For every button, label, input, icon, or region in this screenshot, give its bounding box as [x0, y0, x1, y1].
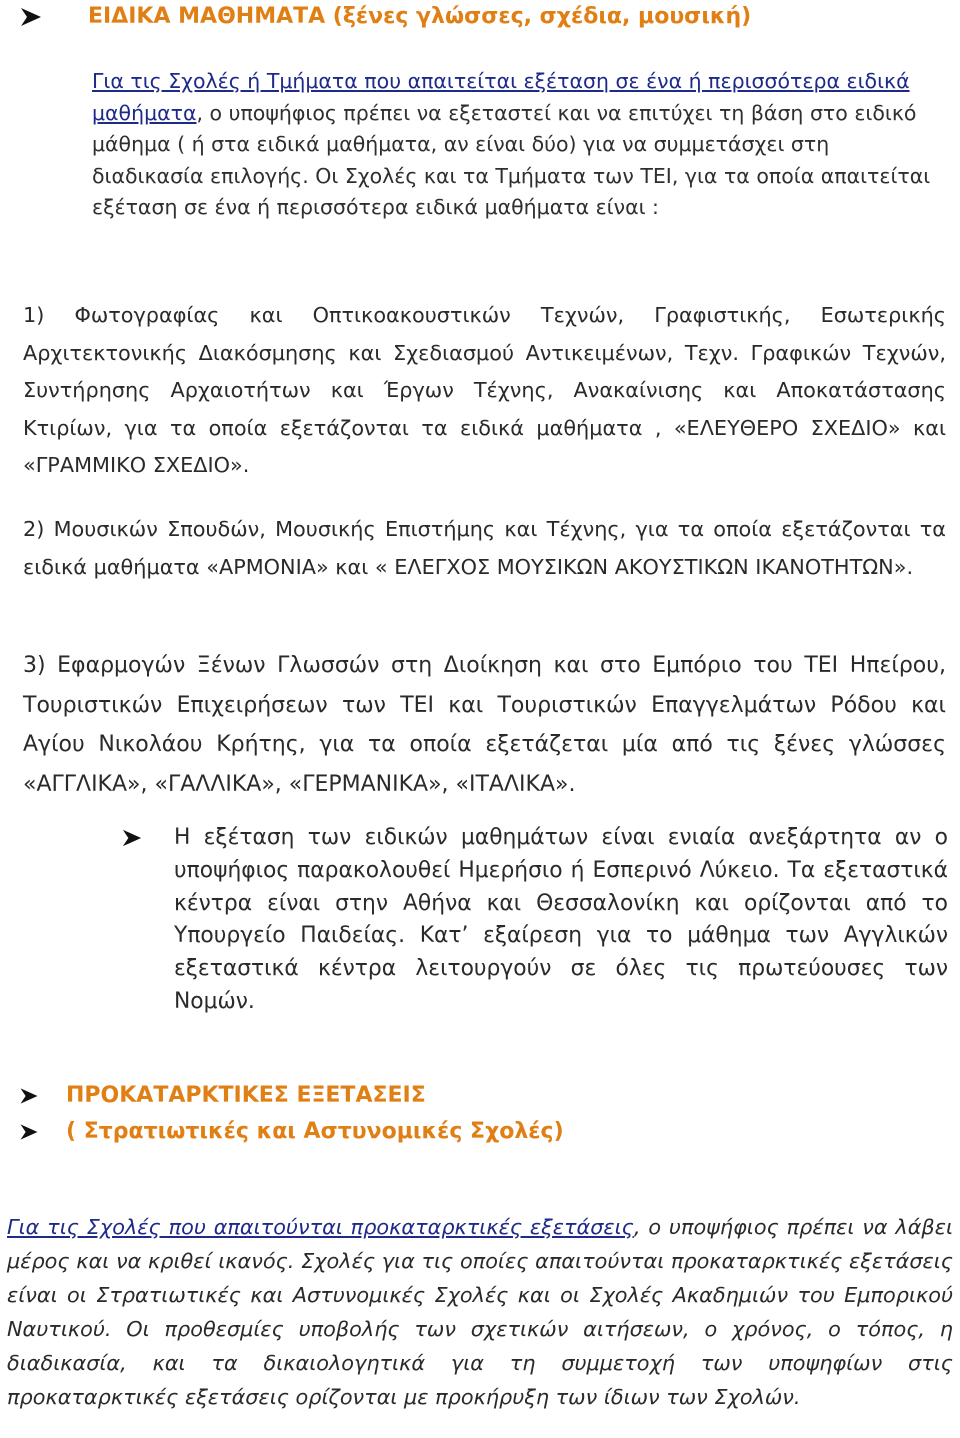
heading-text: ΠΡΟΚΑΤΑΡΚΤΙΚΕΣ ΕΞΕΤΑΣΕΙΣ [66, 1083, 426, 1108]
section-heading-military-police [0, 1117, 950, 1147]
arrowhead-bullet-icon [18, 6, 44, 28]
intro-paragraph [92, 66, 936, 224]
heading-text: ( Στρατιωτικές και Αστυνομικές Σχολές) [66, 1119, 564, 1144]
closing-rest: , ο υποψήφιος πρέπει να λάβει μέρος και να κριθεί ικανός. Σχολές για τις οποίες απαιτούνται προκαταρκτικές εξετάσεις είναι οι Στρατιωτικές και Αστυνομικές Σχολές και οι Σχολές Ακαδημιών του Εμπορικού Ναυτικού. Οι προθεσμίες υποβολής των σχετικών αιτήσεων, ο χρόνος, ο τόπος, η διαδικασία, και τα δικαιολογητικά για τη συμμετοχή των υποψηφίων στις προκαταρκτικές εξετάσεις ορίζονται με προκήρυξη των ίδιων των Σχολών. [7, 1215, 953, 1409]
exam-note-bullet [120, 822, 948, 1019]
arrowhead-bullet-icon [18, 1122, 40, 1142]
heading-text: ΕΙΔΙΚΑ ΜΑΘΗΜΑΤΑ (ξένες γλώσσες, σχέδια, μουσική) [88, 4, 752, 29]
section-heading-preliminary-exams [0, 1081, 950, 1111]
arrowhead-bullet-icon [120, 828, 144, 848]
intro-underlined-lead: Για τις Σχολές ή Τμήματα που απαιτείται εξέταση σε ένα ή περισσότερα ειδικά μαθήματα [92, 69, 910, 125]
list-item-2: 2) Μουσικών Σπουδών, Μουσικής Επιστήμης και Τέχνης, για τα οποία εξετάζονται τα ειδικά μαθήματα «ΑΡΜΟΝΙΑ» και « ΕΛΕΓΧΟΣ ΜΟΥΣΙΚΩΝ ΑΚΟΥΣΤΙΚΩΝ ΙΚΑΝΟΤΗΤΩΝ». [23, 517, 946, 579]
closing-underlined-lead: Για τις Σχολές που απαιτούνται προκαταρκτικές εξετάσεις [7, 1215, 634, 1239]
list-item-3: 3) Εφαρμογών Ξένων Γλωσσών στη Διοίκηση και στο Εμπόριο του ΤΕΙ Ηπείρου, Τουριστικών Επιχειρήσεων των ΤΕΙ και Τουριστικών Επαγγελμάτων Ρόδου και Αγίου Νικολάου Κρήτης, για τα οποία εξετάζεται μία από τις ξένες γλώσσες «ΑΓΓΛΙΚΑ», «ΓΑΛΛΙΚΑ», «ΓΕΡΜΑΝΙΚΑ», «ΙΤΑΛΙΚΑ». [23, 653, 946, 797]
list-item-1: 1) Φωτογραφίας και Οπτικοακουστικών Τεχνών, Γραφιστικής, Εσωτερικής Αρχιτεκτονικής Διακόσμησης και Σχεδιασμού Αντικειμένων, Τεχν. Γραφικών Τεχνών, Συντήρησης Αρχαιοτήτων και Έργων Τέχνης, Ανακαίνισης και Αποκατάστασης Κτιρίων, για τα οποία εξετάζονται τα ειδικά μαθήματα , «ΕΛΕΥΘΕΡΟ ΣΧΕΔΙΟ» και «ΓΡΑΜΜΙΚΟ ΣΧΕΔΙΟ». [23, 303, 946, 477]
exam-note-text: Η εξέταση των ειδικών μαθημάτων είναι ενιαία ανεξάρτητα αν ο υποψήφιος παρακολουθεί Ημερήσιο ή Εσπερινό Λύκειο. Τα εξεταστικά κέντρα είναι στην Αθήνα και Θεσσαλονίκη και ορίζονται από το Υπουργείο Παιδείας. Κατ’ εξαίρεση για το μάθημα των Αγγλικών εξεταστικά κέντρα λειτουργούν σε όλες τις πρωτεύουσες των Νομών. [174, 825, 948, 1014]
arrowhead-bullet-icon [18, 1086, 40, 1106]
closing-paragraph [7, 1210, 953, 1414]
section-heading-special-subjects [0, 2, 950, 32]
intro-rest: , ο υποψήφιος πρέπει να εξεταστεί και να επιτύχει τη βάση στο ειδικό μάθημα ( ή στα ειδικά μαθήματα, αν είναι δύο) για να συμμετάσχει στη διαδικασία επιλογής. Οι Σχολές και τα Τμήματα των ΤΕΙ, για τα οποία απαιτείται εξέταση σε ένα ή περισσότερα ειδικά μαθήματα είναι : [92, 100, 931, 219]
